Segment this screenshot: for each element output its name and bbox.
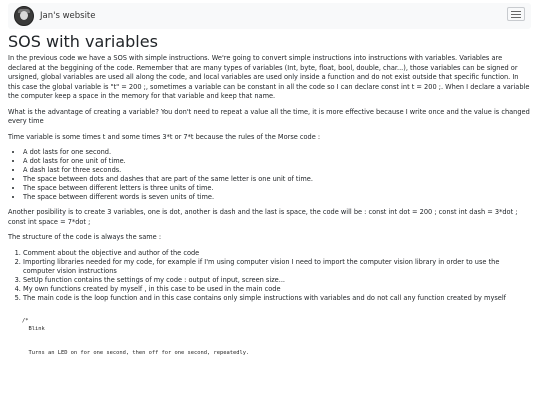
code-structure-list xyxy=(8,249,532,303)
morse-rules-list xyxy=(8,148,532,202)
advantage-paragraph: What is the advantage of creating a variable? You don't need to repeat a value all the time, it is more effective because I write once and the value is changed every time xyxy=(8,107,530,125)
list-item: 2. Importing libraries needed for my code, for example if I'm using computer vision I need to import the computer vision library in order to use the computer vision instructions xyxy=(23,258,532,276)
brand-name: Jan's website xyxy=(40,11,96,21)
main-content xyxy=(8,32,532,357)
hamburger-icon[interactable] xyxy=(507,7,525,21)
list-item: 3. SetUp function contains the settings of my code : output of input, screen size... xyxy=(23,276,532,285)
code-block: /* Blink Turns an LED on for one second, then off for one second, repeatedly. xyxy=(22,317,250,356)
top-navbar xyxy=(8,3,531,29)
time-paragraph: Time variable is some times t and some times 3*t or 7*t because the rules of the Morse code : xyxy=(8,132,321,141)
brand-link[interactable] xyxy=(14,5,96,27)
list-item: • A dash last for three seconds. xyxy=(23,166,532,175)
intro-paragraph: In the previous code we have a SOS with simple instructions. We're going to convert simple instructions into instructions with variables. Variables are declared at the beggining of the code. Remember that are many types of variables (Int, byte, float, bool, double, char...), those variables can be signed or ursigned, global variables are used all along the code, and local variables are used only inside a function and do not exist outside that specific function. In this case the global variable is "t" = 200 ;, sometimes a variable can be constant in all the code so I can declare const int t = 200 ;. When I declare a variable the computer keep a space in the memory for that variable and keep that name. xyxy=(8,54,530,100)
list-item: • A dot lasts for one unit of time. xyxy=(23,157,532,166)
variables-paragraph: Another posibility is to create 3 variables, one is dot, another is dash and the last is space, the code will be : const int dot = 200 ; const int dash = 3*dot ; const int space = 7*dot ; xyxy=(8,208,518,226)
list-item: • The space between different words is seven units of time. xyxy=(23,193,532,202)
list-item: • The space between dots and dashes that are part of the same letter is one unit of time. xyxy=(23,175,532,184)
list-item: 4. My own functions created by myself , in this case to be used in the main code xyxy=(23,285,532,294)
list-item: • The space between different letters is three units of time. xyxy=(23,184,532,193)
list-item: 1. Comment about the objective and author of the code xyxy=(23,249,532,258)
page-title: SOS with variables xyxy=(8,32,158,51)
person-avatar xyxy=(14,6,34,26)
list-item: • A dot lasts for one second. xyxy=(23,148,532,157)
structure-paragraph: The structure of the code is always the same : xyxy=(8,233,162,241)
list-item: 5. The main code is the loop function and in this case contains only simple instructions with variables and do not call any function created by myself xyxy=(23,294,532,303)
